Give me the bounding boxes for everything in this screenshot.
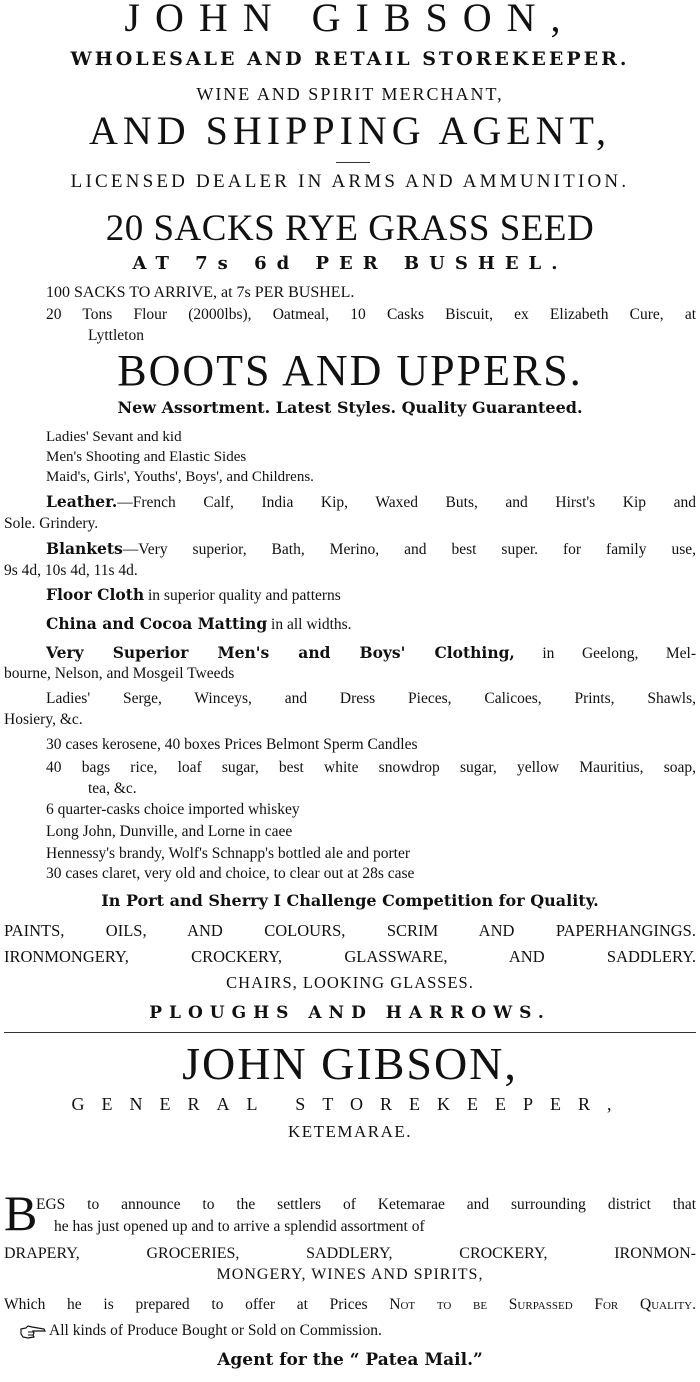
which-text: Which he is prepared to offer at Prices [4,1296,390,1313]
short-rule [336,162,370,163]
place-line: KETEMARAE. [287,1122,413,1141]
mens-shooting: Men's Shooting and Elastic Sides [46,449,247,465]
ironmongery-line: IRONMONGERY, CROCKERY, GLASSWARE, AND SADDLERY. [4,947,696,966]
blankets-text: —Very superior, Bath, Merino, and best super. for family use, [122,541,696,558]
claret-line: 30 cases claret, very old and choice, to clear out at 28s case [46,865,415,882]
maids-line: Maid's, Girls', Youths', Boys', and Childrens. [46,469,314,485]
whiskey-line: 6 quarter-casks choice imported whiskey [46,801,300,818]
floor-cloth-text: in superior quality and patterns [144,587,341,604]
clothing-text: in Geelong, Mel- [514,645,696,662]
hennessy-line: Hennessy's brandy, Wolf's Schnapp's bottled ale and porter [46,845,410,862]
seed-price: AT 7s 6d PER BUSHEL. [132,253,568,274]
shipping-line: AND SHIPPING AGENT, [88,109,612,153]
rice-line: 40 bags rice, loaf sugar, best white snowdrop sugar, yellow Mauritius, soap, [46,759,696,776]
section2-name: JOHN GIBSON, [182,1038,518,1089]
agent-line: Agent for the “ Patea Mail.” [217,1350,483,1370]
wine-line: WINE AND SPIRIT MERCHANT, [196,84,504,104]
header-name: JOHN GIBSON, [124,0,576,40]
floor-cloth-label: Floor Cloth [46,585,145,604]
port-sherry-line: In Port and Sherry I Challenge Competition for Quality. [101,891,599,910]
serge-line: Ladies' Serge, Winceys, and Dress Pieces, Calicoes, Prints, Shawls, [46,690,696,707]
blankets-label: Blankets [46,539,123,558]
general-storekeeper: GENERAL STOREKEEPER, [71,1094,629,1114]
floor-cloth-line [46,584,686,607]
trade-line: WHOLESALE AND RETAIL STOREKEEPER. [70,48,630,70]
serge-line-2: Hosiery, &c. [4,711,83,728]
boots-heading: BOOTS AND UPPERS. [117,346,583,395]
not-surpassed-text: Not to be Surpassed For Quality. [389,1296,696,1313]
kerosene-line: 30 cases kerosene, 40 boxes Prices Belmont Sperm Candles [46,736,418,753]
licensed-line: LICENSED DEALER IN ARMS AND AMMUNITION. [70,171,630,192]
clothing-label: Very Superior Men's and Boys' Clothing, [46,643,515,662]
paints-line: PAINTS, OILS, AND COLOURS, SCRIM AND PAPERHANGINGS. [4,921,696,940]
produce-line [20,1320,680,1342]
ploughs-line: PLOUGHS AND HARROWS. [149,1003,551,1023]
leather-line-2: Sole. Grindery. [4,515,99,532]
flour-line-2: Lyttleton [88,327,144,344]
begs-line-2: he has just opened up and to arrive a splendid assortment of [54,1218,425,1235]
china-matting-line [46,613,686,636]
seed-heading: 20 SACKS RYE GRASS SEED [105,208,595,249]
ladies-kid: Ladies' Sevant and kid [46,429,182,445]
drapery-line-2: MONGERY, WINES AND SPIRITS, [216,1266,484,1283]
blankets-line [46,538,696,561]
assortment-line: New Assortment. Latest Styles. Quality Guaranteed. [117,398,583,417]
begs-line-1: EGS to announce to the settlers of Ketemarae and surrounding district that [36,1196,696,1213]
which-line [4,1294,696,1316]
blankets-line-2: 9s 4d, 10s 4d, 11s 4d. [4,562,138,579]
drapery-line-1: DRAPERY, GROCERIES, SADDLERY, CROCKERY, IRONMON- [4,1245,696,1262]
flour-line-1: 20 Tons Flour (2000lbs), Oatmeal, 10 Casks Biscuit, ex Elizabeth Cure, at [46,306,696,323]
arrive-line: 100 SACKS TO ARRIVE, at 7s PER BUSHEL. [46,284,355,301]
clothing-line-2: bourne, Nelson, and Mosgeil Tweeds [4,665,235,682]
rice-line-2: tea, &c. [88,780,137,797]
china-matting-text: in all widths. [267,616,352,633]
pointing-hand-icon [20,1324,46,1338]
section-divider [4,1032,696,1033]
long-john-line: Long John, Dunville, and Lorne in caee [46,823,293,840]
china-matting-label: China and Cocoa Matting [46,614,268,633]
leather-label: Leather. [46,492,118,511]
drop-cap: B [4,1185,38,1241]
leather-line [46,491,696,514]
chairs-line: CHAIRS, LOOKING GLASSES. [226,973,474,992]
clothing-line [46,642,696,665]
leather-text: —French Calf, India Kip, Waxed Buts, and Hirst's Kip and [117,494,696,511]
produce-text: All kinds of Produce Bought or Sold on Commission. [49,1322,382,1339]
